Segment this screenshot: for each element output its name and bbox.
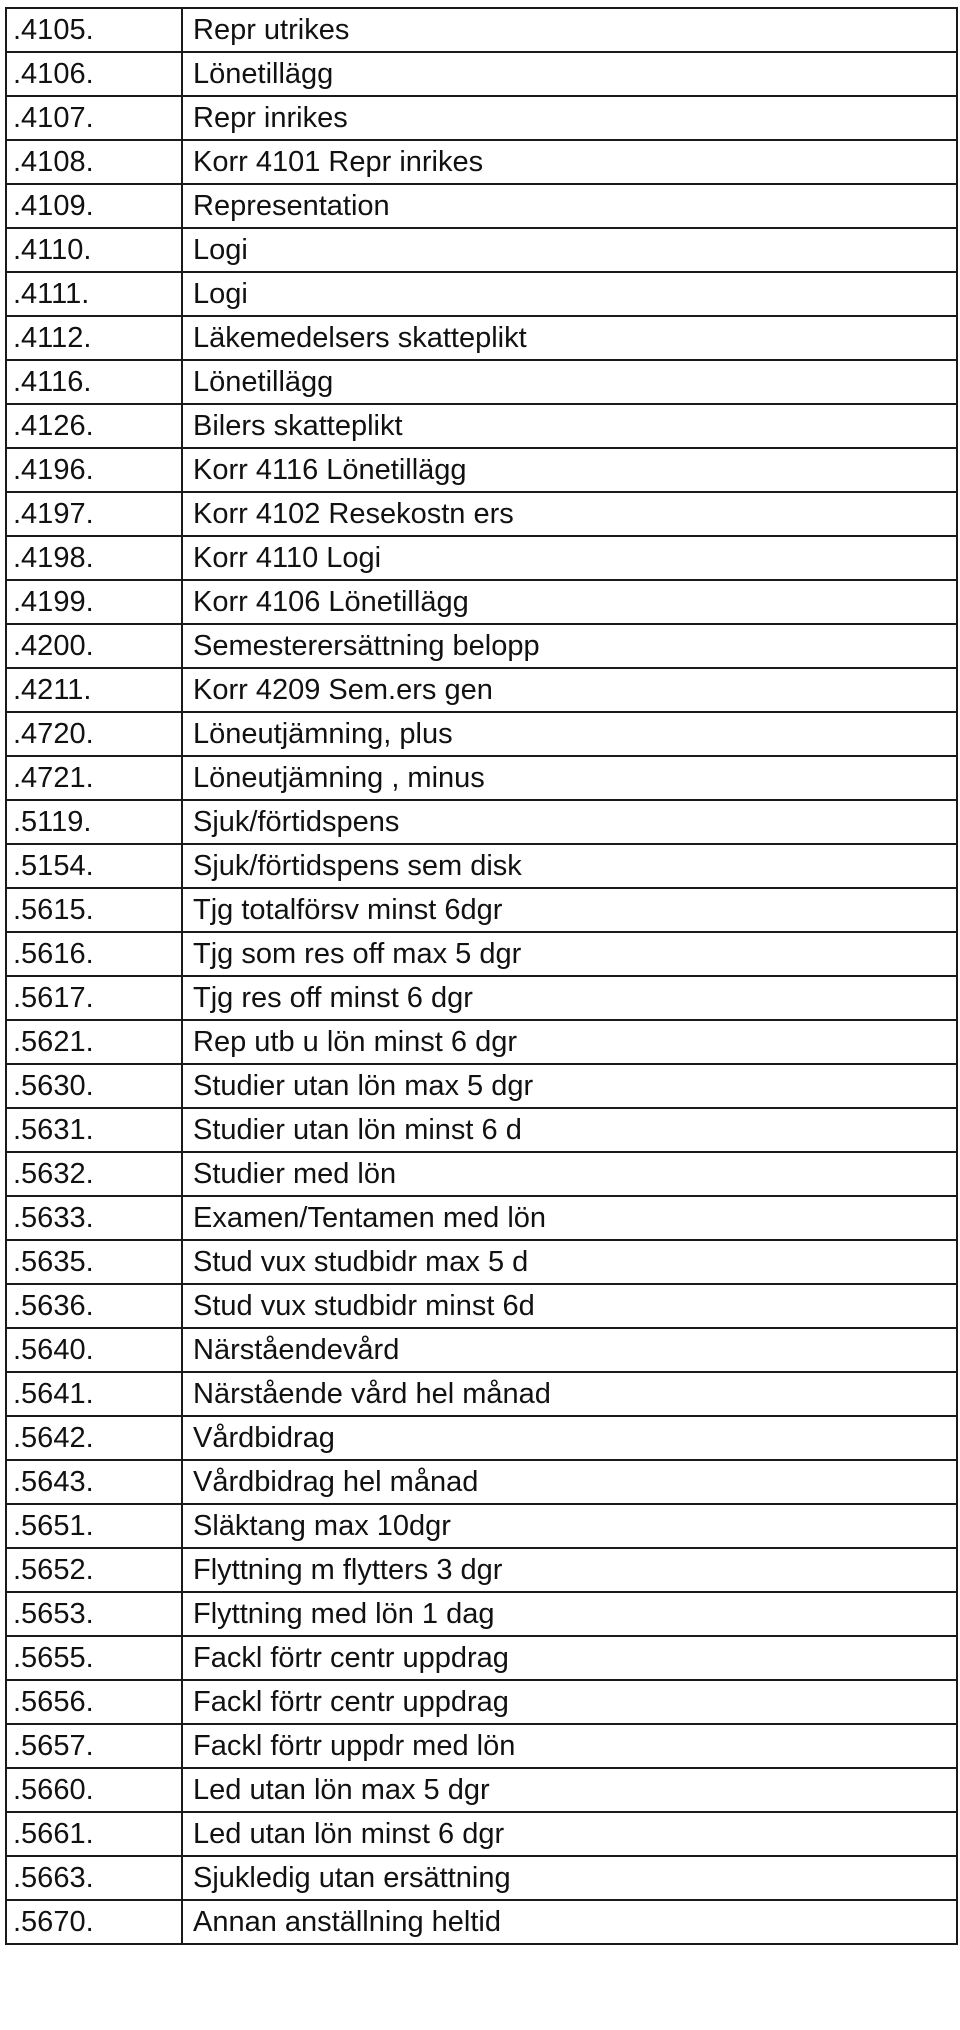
code-cell: .5631.	[6, 1108, 182, 1152]
code-cell: .4196.	[6, 448, 182, 492]
description-cell: Korr 4209 Sem.ers gen	[182, 668, 957, 712]
table-row	[6, 932, 957, 976]
description-cell: Studier utan lön minst 6 d	[182, 1108, 957, 1152]
table-row	[6, 360, 957, 404]
table-row	[6, 1900, 957, 1944]
table-row	[6, 1548, 957, 1592]
code-cell: .5617.	[6, 976, 182, 1020]
table-row	[6, 624, 957, 668]
table-row	[6, 140, 957, 184]
description-cell: Logi	[182, 228, 957, 272]
description-cell: Stud vux studbidr max 5 d	[182, 1240, 957, 1284]
description-cell: Släktang max 10dgr	[182, 1504, 957, 1548]
code-cell: .4110.	[6, 228, 182, 272]
table-row	[6, 492, 957, 536]
table-row	[6, 1680, 957, 1724]
table-row	[6, 1064, 957, 1108]
description-cell: Fackl förtr uppdr med lön	[182, 1724, 957, 1768]
code-cell: .4197.	[6, 492, 182, 536]
description-cell: Löneutjämning , minus	[182, 756, 957, 800]
table-row	[6, 52, 957, 96]
description-cell: Tjg res off minst 6 dgr	[182, 976, 957, 1020]
code-cell: .5633.	[6, 1196, 182, 1240]
code-cell: .4109.	[6, 184, 182, 228]
description-cell: Fackl förtr centr uppdrag	[182, 1636, 957, 1680]
description-cell: Sjuk/förtidspens sem disk	[182, 844, 957, 888]
table-row	[6, 1284, 957, 1328]
table-row	[6, 184, 957, 228]
description-cell: Vårdbidrag	[182, 1416, 957, 1460]
code-cell: .4199.	[6, 580, 182, 624]
description-cell: Tjg totalförsv minst 6dgr	[182, 888, 957, 932]
description-cell: Sjuk/förtidspens	[182, 800, 957, 844]
code-cell: .5641.	[6, 1372, 182, 1416]
code-cell: .5630.	[6, 1064, 182, 1108]
code-cell: .5651.	[6, 1504, 182, 1548]
code-cell: .4200.	[6, 624, 182, 668]
table-row	[6, 1460, 957, 1504]
description-cell: Logi	[182, 272, 957, 316]
table-row	[6, 1372, 957, 1416]
code-cell: .5652.	[6, 1548, 182, 1592]
description-cell: Examen/Tentamen med lön	[182, 1196, 957, 1240]
table-row	[6, 580, 957, 624]
table-row	[6, 800, 957, 844]
table-row	[6, 1592, 957, 1636]
table-row	[6, 976, 957, 1020]
description-cell: Led utan lön minst 6 dgr	[182, 1812, 957, 1856]
table-row	[6, 1636, 957, 1680]
table-row	[6, 1812, 957, 1856]
table-row	[6, 536, 957, 580]
code-cell: .4126.	[6, 404, 182, 448]
description-cell: Korr 4116 Lönetillägg	[182, 448, 957, 492]
description-cell: Tjg som res off max 5 dgr	[182, 932, 957, 976]
table-row	[6, 272, 957, 316]
description-cell: Korr 4110 Logi	[182, 536, 957, 580]
description-cell: Löneutjämning, plus	[182, 712, 957, 756]
description-cell: Representation	[182, 184, 957, 228]
code-cell: .5655.	[6, 1636, 182, 1680]
description-cell: Fackl förtr centr uppdrag	[182, 1680, 957, 1724]
table-row	[6, 1856, 957, 1900]
description-cell: Lönetillägg	[182, 52, 957, 96]
description-cell: Rep utb u lön minst 6 dgr	[182, 1020, 957, 1064]
table-row	[6, 668, 957, 712]
code-cell: .5660.	[6, 1768, 182, 1812]
table-row	[6, 316, 957, 360]
description-cell: Vårdbidrag hel månad	[182, 1460, 957, 1504]
code-cell: .5119.	[6, 800, 182, 844]
table-row	[6, 844, 957, 888]
table-row	[6, 404, 957, 448]
table-row	[6, 888, 957, 932]
code-cell: .4211.	[6, 668, 182, 712]
table-row	[6, 1108, 957, 1152]
code-cell: .5635.	[6, 1240, 182, 1284]
code-cell: .5663.	[6, 1856, 182, 1900]
table-row	[6, 96, 957, 140]
description-cell: Repr inrikes	[182, 96, 957, 140]
code-cell: .5653.	[6, 1592, 182, 1636]
description-cell: Led utan lön max 5 dgr	[182, 1768, 957, 1812]
code-cell: .4108.	[6, 140, 182, 184]
description-cell: Studier utan lön max 5 dgr	[182, 1064, 957, 1108]
table-row	[6, 712, 957, 756]
description-cell: Bilers skatteplikt	[182, 404, 957, 448]
code-cell: .4112.	[6, 316, 182, 360]
table-row	[6, 1768, 957, 1812]
description-cell: Annan anställning heltid	[182, 1900, 957, 1944]
code-cell: .4116.	[6, 360, 182, 404]
code-cell: .5154.	[6, 844, 182, 888]
table-row	[6, 1504, 957, 1548]
code-cell: .5621.	[6, 1020, 182, 1064]
description-cell: Sjukledig utan ersättning	[182, 1856, 957, 1900]
description-cell: Korr 4101 Repr inrikes	[182, 140, 957, 184]
description-cell: Korr 4106 Lönetillägg	[182, 580, 957, 624]
code-cell: .5656.	[6, 1680, 182, 1724]
description-cell: Närståendevård	[182, 1328, 957, 1372]
description-cell: Närstående vård hel månad	[182, 1372, 957, 1416]
code-cell: .4106.	[6, 52, 182, 96]
table-row	[6, 1020, 957, 1064]
code-cell: .5640.	[6, 1328, 182, 1372]
table-row	[6, 1416, 957, 1460]
description-cell: Flyttning m flytters 3 dgr	[182, 1548, 957, 1592]
code-cell: .5657.	[6, 1724, 182, 1768]
code-cell: .5642.	[6, 1416, 182, 1460]
table-row	[6, 8, 957, 52]
code-cell: .5643.	[6, 1460, 182, 1504]
table-row	[6, 228, 957, 272]
table-row	[6, 1724, 957, 1768]
description-cell: Stud vux studbidr minst 6d	[182, 1284, 957, 1328]
table-row	[6, 1328, 957, 1372]
code-table	[5, 7, 958, 1945]
code-cell: .4198.	[6, 536, 182, 580]
description-cell: Korr 4102 Resekostn ers	[182, 492, 957, 536]
code-cell: .4107.	[6, 96, 182, 140]
description-cell: Läkemedelsers skatteplikt	[182, 316, 957, 360]
description-cell: Lönetillägg	[182, 360, 957, 404]
code-cell: .5670.	[6, 1900, 182, 1944]
table-body	[6, 8, 957, 1944]
code-cell: .5661.	[6, 1812, 182, 1856]
table-row	[6, 756, 957, 800]
description-cell: Repr utrikes	[182, 8, 957, 52]
code-cell: .5616.	[6, 932, 182, 976]
code-cell: .4105.	[6, 8, 182, 52]
table-row	[6, 1240, 957, 1284]
code-cell: .5636.	[6, 1284, 182, 1328]
code-cell: .4720.	[6, 712, 182, 756]
description-cell: Studier med lön	[182, 1152, 957, 1196]
table-row	[6, 1196, 957, 1240]
code-cell: .5615.	[6, 888, 182, 932]
table-row	[6, 1152, 957, 1196]
description-cell: Semesterersättning belopp	[182, 624, 957, 668]
table-row	[6, 448, 957, 492]
code-cell: .4111.	[6, 272, 182, 316]
code-cell: .4721.	[6, 756, 182, 800]
description-cell: Flyttning med lön 1 dag	[182, 1592, 957, 1636]
code-cell: .5632.	[6, 1152, 182, 1196]
